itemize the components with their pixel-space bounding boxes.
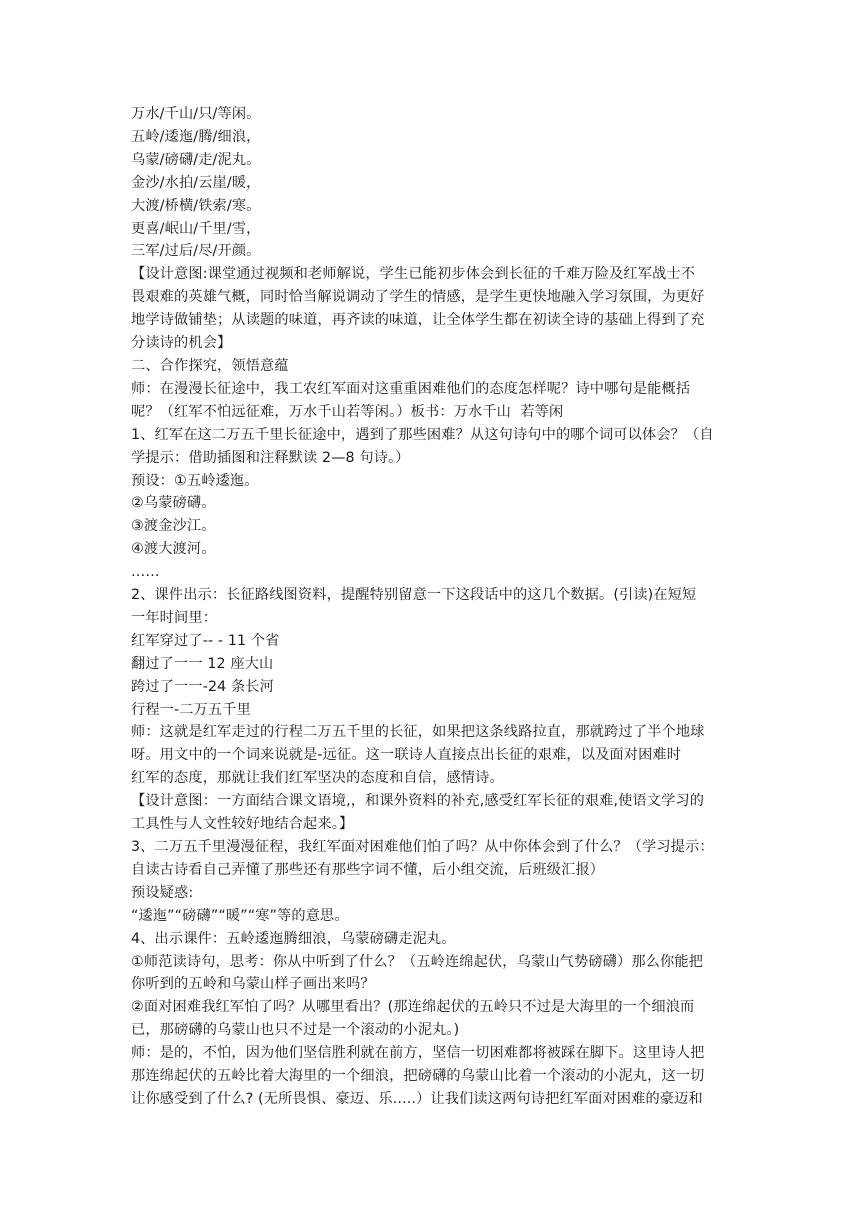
text-line: 师：这就是红军走过的行程二万五千里的长征，如果把这条线路拉直，那就跨过了半个地球: [131, 724, 705, 741]
text-line: 3、二万五千里漫漫征程，我红军面对困难他们怕了吗？从中你体会到了什么？（学习提示：: [131, 839, 714, 855]
text-line: 畏艰难的英雄气概，同时恰当解说调动了学生的情感，是学生更快地融入学习氛围，为更好: [131, 289, 705, 306]
text-line: 乌蒙/磅礴/走/泥丸。: [131, 151, 261, 168]
text-line: 更喜/岷山/千里/雪，: [131, 220, 261, 237]
text-line: ①师范读诗句，思考：你从中听到了什么？（五岭连绵起伏，乌蒙山气势磅礴）那么你能把: [131, 953, 704, 970]
text-line: 翻过了一一 12 座大山: [131, 655, 274, 672]
text-line: 地学诗做铺垫；从读题的味道，再齐读的味道，让全体学生都在初读全诗的基础上得到了充: [131, 312, 705, 329]
text-line: ②面对困难我红军怕了吗？从哪里看出？(那连绵起伏的五岭只不过是大海里的一个细浪而: [131, 999, 695, 1016]
text-line: 行程一-二万五千里: [131, 701, 251, 718]
text-line: 呀。用文中的一个词来说就是-远征。这一联诗人直接点出长征的艰难，以及面对困难时: [131, 747, 682, 764]
text-line: 4、出示课件：五岭逶迤腾细浪，乌蒙磅礴走泥丸。: [131, 930, 456, 947]
text-line: 师：在漫漫长征途中，我工农红军面对这重重困难他们的态度怎样呢？诗中哪句是能概括: [131, 380, 691, 397]
text-line: 五岭/逶迤/腾/细浪，: [131, 128, 261, 145]
text-line: 那连绵起伏的五岭比着大海里的一个细浪，把磅礴的乌蒙山比着一个滚动的小泥丸，这一切: [131, 1068, 705, 1085]
text-line: 师：是的，不怕，因为他们坚信胜利就在前方，坚信一切困难都将被踩在脚下。这里诗人把: [131, 1045, 705, 1062]
text-line: ……: [131, 564, 160, 581]
text-line: 万水/千山/只/等闲。: [131, 106, 261, 122]
text-line: 金沙/水拍/云崖/暖，: [131, 174, 261, 191]
text-line: 你听到的五岭和乌蒙山样子画出来吗？: [131, 976, 375, 993]
text-line: 自读古诗看自己弄懂了那些还有那些字词不懂，后小组交流，后班级汇报）: [131, 861, 605, 878]
text-line: 已，那磅礴的乌蒙山也只不过是一个滚动的小泥丸。): [131, 1022, 460, 1039]
text-line: 学提示：借助插图和注释默读 2—8 句诗。）: [131, 449, 410, 466]
text-line: 让你感受到了什么? (无所畏惧、豪迈、乐.....）让我们读这两句诗把红军面对困难的豪迈和: [131, 1090, 703, 1107]
text-line: 二、合作探究，领悟意蕴: [131, 357, 289, 374]
document-body: [131, 103, 731, 1111]
text-line: ③渡金沙江。: [131, 518, 216, 535]
text-line: ④渡大渡河。: [131, 541, 216, 558]
text-line: 呢？（红军不怕远征难，万水千山若等闲。）板书：万水千山 若等闲: [131, 403, 564, 420]
text-line: 2、课件出示：长征路线图资料，提醒特别留意一下这段话中的这几个数据。(引读)在短短: [131, 587, 697, 604]
text-line: 【设计意图:课堂通过视频和老师解说，学生已能初步体会到长征的千难万险及红军战士不: [131, 266, 696, 283]
text-line: 跨过了一一-24 条长河: [131, 678, 274, 695]
text-line: 分读诗的机会】: [131, 335, 232, 352]
text-line: 【设计意图：一方面结合课文语境,，和课外资料的补充,感受红军长征的艰难,使语文学习的: [131, 793, 705, 810]
text-line: 红军穿过了-- - 11 个省: [131, 632, 280, 649]
text-line: 大渡/桥横/铁索/寒。: [131, 197, 261, 214]
text-line: 预设：①五岭逶迤。: [131, 472, 259, 489]
text-line: 一年时间里：: [131, 609, 218, 626]
text-line: 红军的态度，那就让我们红军坚决的态度和自信，感情诗。: [131, 770, 504, 787]
text-line: 三军/过后/尽/开颜。: [131, 243, 261, 260]
text-line: 1、红军在这二万五千里长征途中，遇到了那些困难？从这句诗句中的哪个词可以体会？（自: [131, 426, 714, 443]
text-line: “逶迤”“磅礴”“暖”“寒”等的意思。: [131, 907, 349, 924]
text-line: 预设疑惑:: [131, 884, 194, 901]
text-line: 工具性与人文性较好地结合起来。】: [131, 816, 354, 833]
text-line: ②乌蒙磅礴。: [131, 495, 216, 512]
